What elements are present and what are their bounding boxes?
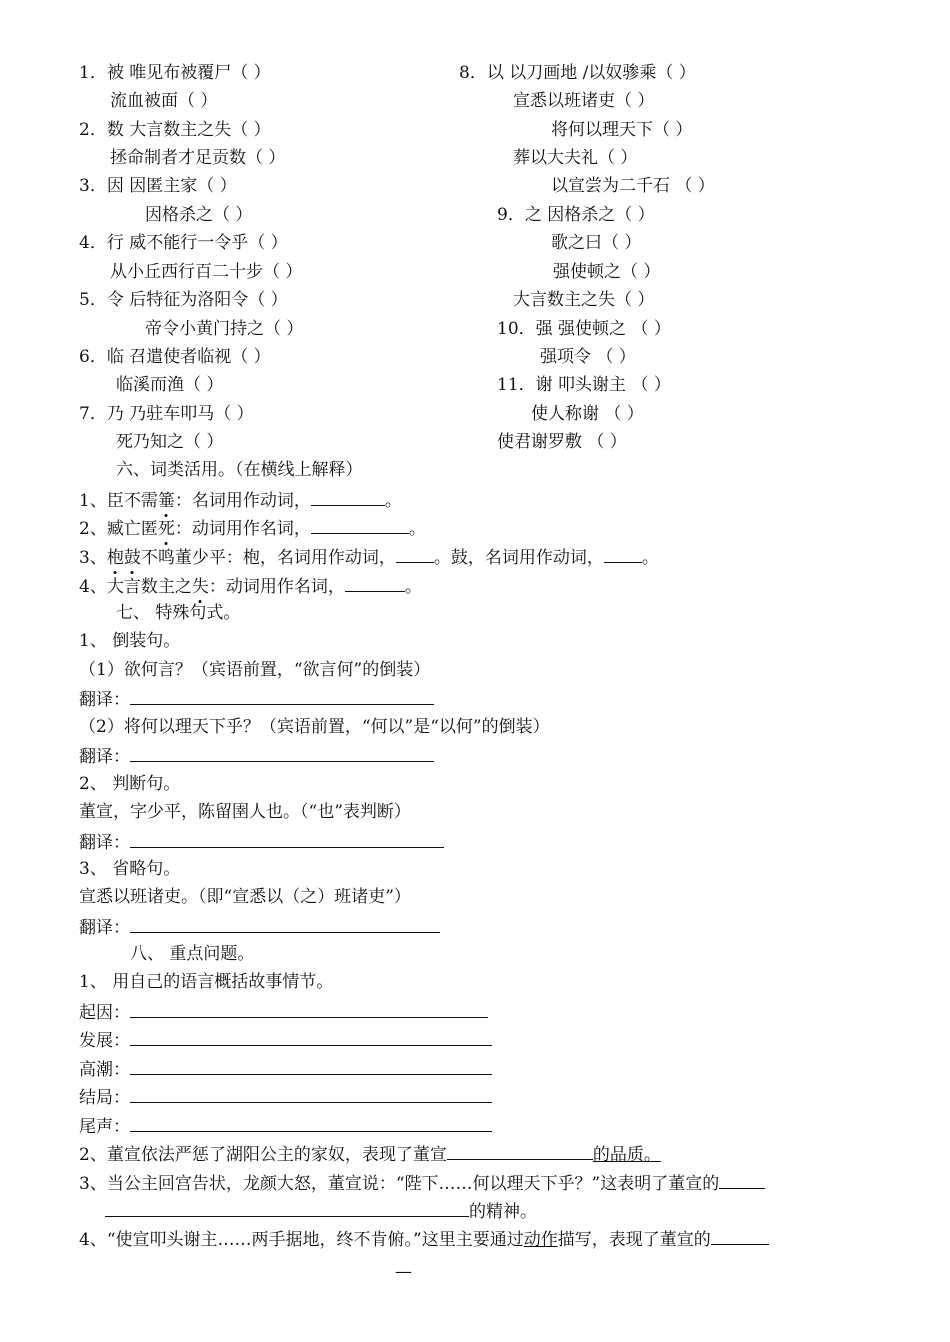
vocab-item: 歌之曰（ ） (551, 233, 642, 253)
answer-blank[interactable] (130, 1003, 488, 1018)
section-title: 六、词类活用。（在横线上解释） (116, 460, 363, 480)
answer-blank[interactable] (396, 548, 434, 563)
vocab-item: 3．因 因匿主家（ ） (79, 176, 237, 196)
vocab-item: 从小丘西行百二十步（ ） (110, 262, 303, 282)
vocab-item: 6．临 召遣使者临视（ ） (79, 347, 271, 367)
plot-line: 尾声： (79, 1117, 492, 1136)
vocab-item: 使君谢罗敷 （ ） (497, 432, 627, 452)
answer-blank[interactable] (130, 1060, 492, 1075)
answer-blank[interactable] (105, 1202, 469, 1217)
answer-blank[interactable] (711, 1230, 769, 1245)
vocab-item: 8．以 以刀画地 /以奴骖乘（ ） (459, 63, 696, 83)
question: 3、当公主回宫告状，龙颜大怒，董宣说：“陛下……何以理天下乎？”这表明了董宣的 (79, 1174, 765, 1193)
conversion-item: 4、大言数主之失：动词用作名词， 。 (79, 577, 422, 597)
vocab-item: 将何以理天下（ ） (551, 120, 693, 140)
subsection-title: 3、 省略句。 (79, 859, 181, 879)
answer-blank[interactable] (130, 1088, 492, 1103)
question: 2、董宣依法严惩了湖阳公主的家奴，表现了董宣 的品质。 (79, 1145, 661, 1165)
vocab-item: 宣悉以班诸吏（ ） (513, 91, 655, 111)
subsection-title: 2、 判断句。 (79, 774, 181, 794)
answer-blank[interactable] (311, 519, 409, 534)
vocab-item: 强使顿之（ ） (553, 262, 661, 282)
vocab-item: 4．行 威不能行一令乎（ ） (79, 233, 288, 253)
vocab-item: 11．谢 叩头谢主 （ ） (497, 375, 671, 395)
plot-line: 起因： (79, 1003, 488, 1022)
translation-line: 翻译： (79, 747, 434, 766)
answer-blank[interactable] (130, 833, 444, 848)
vocab-item: 10．强 强使顿之 （ ） (497, 319, 671, 339)
sentence-item: （1）欲何言？（宾语前置，“欲言何”的倒装） (79, 660, 431, 680)
conversion-item: 2、臧亡匿死：动词用作名词， 。 (79, 519, 426, 539)
vocab-item: 5．令 后特征为洛阳令（ ） (79, 290, 288, 310)
sentence-item: 宣悉以班诸吏。（即“宣悉以（之）班诸吏”） (79, 887, 411, 907)
translation-line: 翻译： (79, 918, 440, 937)
answer-blank[interactable] (130, 690, 434, 705)
answer-blank[interactable] (130, 747, 434, 762)
question-continuation: 的精神。 (105, 1202, 537, 1221)
sentence-item: 董宣，字少平，陈留圉人也。（“也”表判断） (79, 802, 411, 822)
vocab-item: 葬以大夫礼（ ） (513, 148, 638, 168)
vocab-item: 9．之 因格杀之（ ） (497, 205, 655, 225)
vocab-item: 7．乃 乃驻车叩马（ ） (79, 404, 254, 424)
vocab-item: 拯命制者才足贡数（ ） (110, 148, 286, 168)
vocab-item: 帝令小黄门持之（ ） (145, 319, 304, 339)
answer-blank[interactable] (130, 1117, 492, 1132)
vocab-item: 临溪而渔（ ） (116, 375, 224, 395)
section-title: 八、 重点问题。 (130, 944, 255, 964)
plot-line: 发展： (79, 1031, 492, 1050)
answer-blank[interactable] (311, 491, 385, 506)
vocab-item: 强项令 （ ） (540, 347, 636, 367)
vocab-item: 以宣尝为二千石 （ ） (551, 176, 715, 196)
vocab-item: 因格杀之（ ） (145, 205, 253, 225)
vocab-item: 死乃知之（ ） (116, 432, 224, 452)
answer-blank[interactable] (447, 1145, 593, 1160)
question: 1、 用自己的语言概括故事情节。 (79, 972, 334, 992)
conversion-item: 3、枹鼓不鸣董少平：枹，名词用作动词， 。鼓，名词用作动词， 。 (79, 548, 659, 568)
sentence-item: （2）将何以理天下乎？（宾语前置，“何以”是“以何”的倒装） (79, 717, 550, 737)
vocab-item: 流血被面（ ） (110, 91, 218, 111)
answer-blank[interactable] (719, 1174, 765, 1189)
conversion-item: 1、臣不需箠：名词用作动词， 。 (79, 491, 402, 511)
translation-line: 翻译： (79, 690, 434, 709)
translation-line: 翻译： (79, 833, 444, 852)
plot-line: 高潮： (79, 1060, 492, 1079)
answer-blank[interactable] (345, 577, 405, 592)
vocab-item: 大言数主之失（ ） (513, 290, 655, 310)
vocab-item: 2．数 大言数主之失（ ） (79, 120, 271, 140)
section-title: 七、 特殊句式。 (116, 603, 241, 623)
vocab-item: 1．被 唯见布被覆尸（ ） (79, 63, 271, 83)
question-continuation: — (395, 1262, 412, 1282)
plot-line: 结局： (79, 1088, 492, 1107)
subsection-title: 1、 倒装句。 (79, 631, 181, 651)
answer-blank[interactable] (130, 1031, 492, 1046)
vocab-item: 使人称谢 （ ） (531, 404, 644, 424)
answer-blank[interactable] (130, 918, 440, 933)
question: 4、“使宣叩头谢主……两手据地，终不肯俯。”这里主要通过动作描写，表现了董宣的 (79, 1230, 769, 1249)
answer-blank[interactable] (604, 548, 642, 563)
